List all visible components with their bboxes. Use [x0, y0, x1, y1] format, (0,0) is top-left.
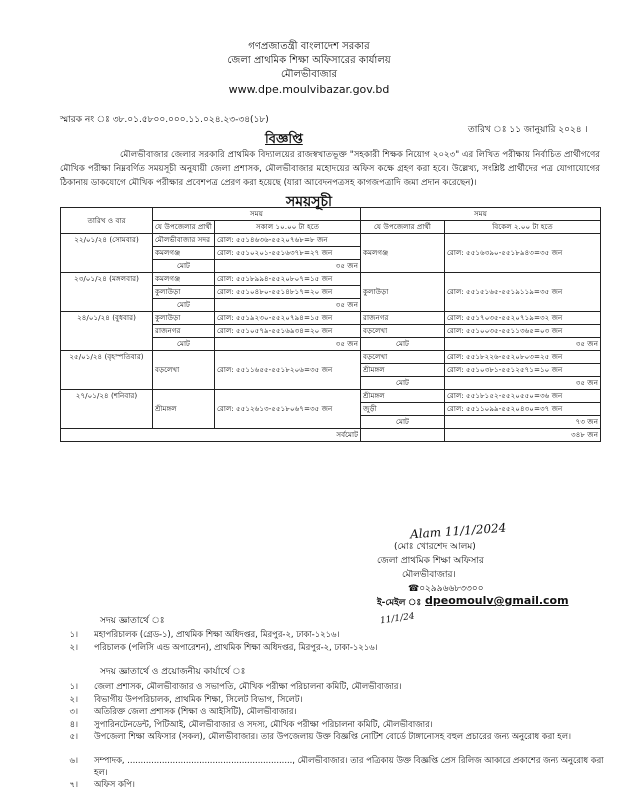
memo-ref: স্মারক নং ঃ ৩৮.০১.৫৮০০.০০০.১১.০২৪.২৩-৩৪(১৮) [60, 115, 269, 125]
morning-rolls: রোল: ৫৫১২৬১৩-৫৫১৮০৬৭=৩৫ জন [215, 390, 361, 429]
list-item-text: পরিচালক (পলিসি এন্ড অপারেশন), প্রাথমিক শিক্ষা অধিদপ্তর, মিরপুর-২, ঢাকা-১২১৬। [94, 642, 378, 652]
morning-upazila: মোট [153, 260, 215, 273]
morning-upazila: কুলাউড়া [153, 286, 215, 299]
afternoon-upazila: মোট [361, 338, 445, 351]
morning-upazila: কুলাউড়া [153, 312, 215, 325]
list-item-text: অফিস কপি। [94, 779, 135, 789]
header-line-1: গণপ্রজাতন্ত্রী বাংলাদেশ সরকার [248, 41, 370, 52]
schedule-row [61, 390, 601, 403]
morning-upazila: শ্রীমঙ্গল [153, 390, 215, 429]
schedule-row [61, 312, 601, 325]
col-date-header: তারিখ ও বার [61, 208, 153, 234]
schedule-date: ২২/০১/২৪ (সোমবার) [61, 234, 153, 273]
morning-rolls: রোল: ৫৫১০৫৭৯-৫৫১৬৯৩৪=২০ জন [215, 325, 361, 338]
morning-rolls: রোল: ৫৫১৯২৩০-৫৫২০৭৯৪=১৫ জন [215, 312, 361, 325]
col-morning-header: সকাল ১০.০০ টা হতে [215, 221, 361, 234]
morning-upazila: রাজনগর [153, 325, 215, 338]
office-place: মৌলভীবাজার। [402, 570, 456, 580]
afternoon-rolls: রোল: ৫৫১৮১৫২-৫৫২০৫৫০=৩৬ জন [445, 390, 601, 403]
header-line-2: জেলা প্রাথমিক শিক্ষা অফিসারের কার্যালয় [227, 55, 391, 66]
afternoon-rolls: রোল: ৫৫১০৩৮১-৫৫১২৫৭১=১০ জন [445, 364, 601, 377]
morning-rolls: রোল: ৫৫১০৪৮০-৫৫১৪৮১৭=২০ জন [215, 286, 361, 299]
afternoon-rolls: রোল: ৫৫১৫১৬৫-৫৫১৯১১৯=৩৫ জন [445, 273, 601, 312]
memo-date: তারিখ ঃ ১১ জানুয়ারি ২০২৪ । [468, 125, 588, 135]
schedule-row [61, 351, 601, 364]
afternoon-upazila: বড়লেখা [361, 351, 445, 364]
afternoon-rolls: রোল: ৫৫১০০৩৫-৫৫১১৩৬৫=০৩ জন [445, 325, 601, 338]
list-item-text: সুপারিনটেনডেন্ট, পিটিআই, মৌলভীবাজার ও সদস্য, মৌখিক পরীক্ষা পরিচালনা কমিটি, মৌলভীবাজার। [94, 718, 433, 729]
schedule-date: ২৪/০১/২৪ (বুধবার) [61, 312, 153, 351]
afternoon-upazila: শ্রীমঙ্গল [361, 364, 445, 377]
list-item-number: ১। [69, 681, 78, 691]
afternoon-rolls: রোল: ৫৫১৮২২৬-৫৫২০৮০৩=২৫ জন [445, 351, 601, 364]
schedule-row [61, 234, 601, 247]
schedule-date: ২৩/০১/২৪ (মঙ্গলবার) [61, 273, 153, 312]
morning-rolls: রোল: ৫৫১১৬৫৫-৫৫১৮২০৬=৩৫ জন [215, 351, 361, 390]
afternoon-rolls: রোল: ৫৫১৬৩৯০-৫৫১৮৯৪৩=৩৫ জন [445, 234, 601, 273]
list-item-text: মহাপরিচালক (গ্রেড-১), প্রাথমিক শিক্ষা অধিদপ্তর, মিরপুর-২, ঢাকা-১২১৬। [94, 629, 340, 639]
morning-rolls: রোল: ৫৫১৪৬৩৬-৫৫২০৭৬৮=৮ জন [215, 234, 361, 247]
morning-upazila: মোট [153, 299, 215, 312]
grand-total-label: সর্বমোট [61, 429, 361, 442]
list-item-text: অতিরিক্ত জেলা প্রশাসক (শিক্ষা ও আইসিটি), মৌলভীবাজার। [94, 706, 297, 716]
afternoon-upazila: মোট [361, 377, 445, 390]
schedule-title: সময়সূচী [285, 194, 333, 210]
morning-rolls: ৩৫ জন [215, 299, 361, 312]
website: www.dpe.moulvibazar.gov.bd [228, 83, 390, 96]
afternoon-rolls: ৩৫ জন [445, 338, 601, 351]
list-item-number: ২। [69, 642, 78, 652]
initials: 11/1/24 [379, 611, 416, 627]
handwritten-signature: Alam 11/1/2024 [409, 520, 507, 542]
notice-title: বিজ্ঞপ্তি [265, 132, 303, 147]
afternoon-rolls: ৭৩ জন [445, 416, 601, 429]
morning-upazila: বড়লেখা [153, 351, 215, 390]
afternoon-upazila: কমলগঞ্জ [361, 234, 445, 273]
officer-name: (মোঃ খোরশেদ আলম) [394, 542, 476, 552]
morning-upazila: কমলগঞ্জ [153, 273, 215, 286]
morning-upazila: মৌলভীবাজার সদর [153, 234, 215, 247]
col-upazila-header: যে উপজেলার প্রার্থী [153, 221, 215, 234]
afternoon-upazila: শ্রীমঙ্গল [361, 390, 445, 403]
list-item-number: ৩। [69, 706, 78, 716]
morning-upazila: মোট [153, 338, 215, 351]
info-title: সদয় জ্ঞাতার্থে ঃ [100, 616, 165, 626]
email-label: ই-মেইল ঃ [377, 598, 422, 608]
office-phone: ☎০২৯৯৬৬৮৩৩০০ [408, 584, 484, 594]
list-item-text: জেলা প্রশাসক, মৌলভীবাজার ও সভাপতি, মৌখিক পরীক্ষা পরিচালনা কমিটি, মৌলভীবাজার। [94, 681, 402, 691]
schedule-date: ২৫/০১/২৪ (বৃহস্পতিবার) [61, 351, 153, 390]
morning-rolls: ৩৫ জন [215, 260, 361, 273]
afternoon-rolls: রোল: ৫৫১১০৯৯-৫৫২০৪৩০=৩৭ জন [445, 403, 601, 416]
list-item-number: ৫। [69, 731, 78, 741]
afternoon-rolls: ৩৫ জন [445, 377, 601, 390]
list-item-text: উপজেলা শিক্ষা অফিসার (সকল), মৌলভীবাজার। তার উপজেলায় উক্ত বিজ্ঞপ্তি নোটিশ বোর্ডে টাঙ্গানোসহ বহুল প্রচারের জন্য অনুরোধ করা হল। [94, 731, 571, 741]
email-link[interactable]: dpeomoulv@gmail.com [425, 594, 569, 607]
schedule-table [60, 207, 601, 442]
afternoon-upazila: জুড়ী [361, 403, 445, 416]
grand-total-spacer [361, 429, 445, 442]
header-line-3: মৌলভীবাজার [280, 69, 338, 80]
grand-total-value: ৩৪৮ জন [445, 429, 601, 442]
list-item-text: বিভাগীয় উপপরিচালক, প্রাথমিক শিক্ষা, সিলেট বিভাগ, সিলেট। [94, 693, 303, 704]
list-item-number: ১। [69, 629, 78, 639]
col-afternoon-header: বিকেল ২.০০ টা হতে [445, 221, 601, 234]
action-title: সদয় জ্ঞাতার্থে ও প্রয়োজনীয় কার্যার্থে ঃ [100, 667, 246, 677]
list-item-number: ২। [69, 693, 78, 704]
list-item-text: সম্পাদক, .............................................................., মৌলভীবাজার। তার পত্রিকায় উক্ত বিজ্ঞপ্তি প্রেস রিলিজ আকারে প্রকাশের জন্য অনুরোধ করা হল। [94, 755, 604, 777]
list-item-number: ৭। [69, 779, 78, 789]
list-item-number: ৪। [69, 718, 78, 729]
afternoon-upazila: রাজনগর [361, 312, 445, 325]
list-item-number: ৬। [69, 755, 78, 765]
afternoon-rolls: রোল: ৫৫১৭০৩৫-৫৫২০৭১৯=৩২ জন [445, 312, 601, 325]
afternoon-upazila: কুলাউড়া [361, 273, 445, 312]
morning-rolls: ৩৫ জন [215, 338, 361, 351]
schedule-row [61, 273, 601, 286]
officer-designation: জেলা প্রাথমিক শিক্ষা অফিসার [377, 556, 484, 566]
afternoon-upazila: বড়লেখা [361, 325, 445, 338]
morning-rolls: রোল: ৫৫১০২০১-৫৫১৬৩৭৮=২৭ জন [215, 247, 361, 260]
morning-upazila: কমলগঞ্জ [153, 247, 215, 260]
col-time-afternoon-header: সময় [361, 208, 601, 221]
col-upazila2-header: যে উপজেলার প্রার্থী [361, 221, 445, 234]
afternoon-upazila: মোট [361, 416, 445, 429]
col-time-morning-header: সময় [153, 208, 361, 221]
schedule-date: ২৭/০১/২৪ (শনিবার) [61, 390, 153, 429]
morning-rolls: রোল: ৫৫১৮৯৯৪-৫৫২০৮০৭=১৫ জন [215, 273, 361, 286]
notice-body: মৌলভীবাজার জেলার সরকারি প্রাথমিক বিদ্যালয়ের রাজস্বখাতভূক্ত "সহকারী শিক্ষক নিয়োগ ২০২৩" এর লিখিত পরীক্ষায় নির্বাচিত প্রার্থীগণের মৌখিক পরীক্ষা নিম্নবর্ণিত সময়সূচী অনুযায়ী জেলা প্রশাসক, মৌলভীবাজার মহোদয়ের অফিস কক্ষে গ্রহণ করা হবে। উল্লেখ্য, সংশ্লিষ্ট প্রার্থীদের পত্র যোগাযোগের ঠিকানায় ডাকযোগে মৌখিক পরীক্ষার প্রবেশপত্র প্রেরণ করা হয়েছে (যারা আবেদনপত্রসহ কাগজপত্রাদি জমা প্রদান করেছেন)। [60, 150, 600, 188]
grand-total-row [61, 429, 601, 442]
